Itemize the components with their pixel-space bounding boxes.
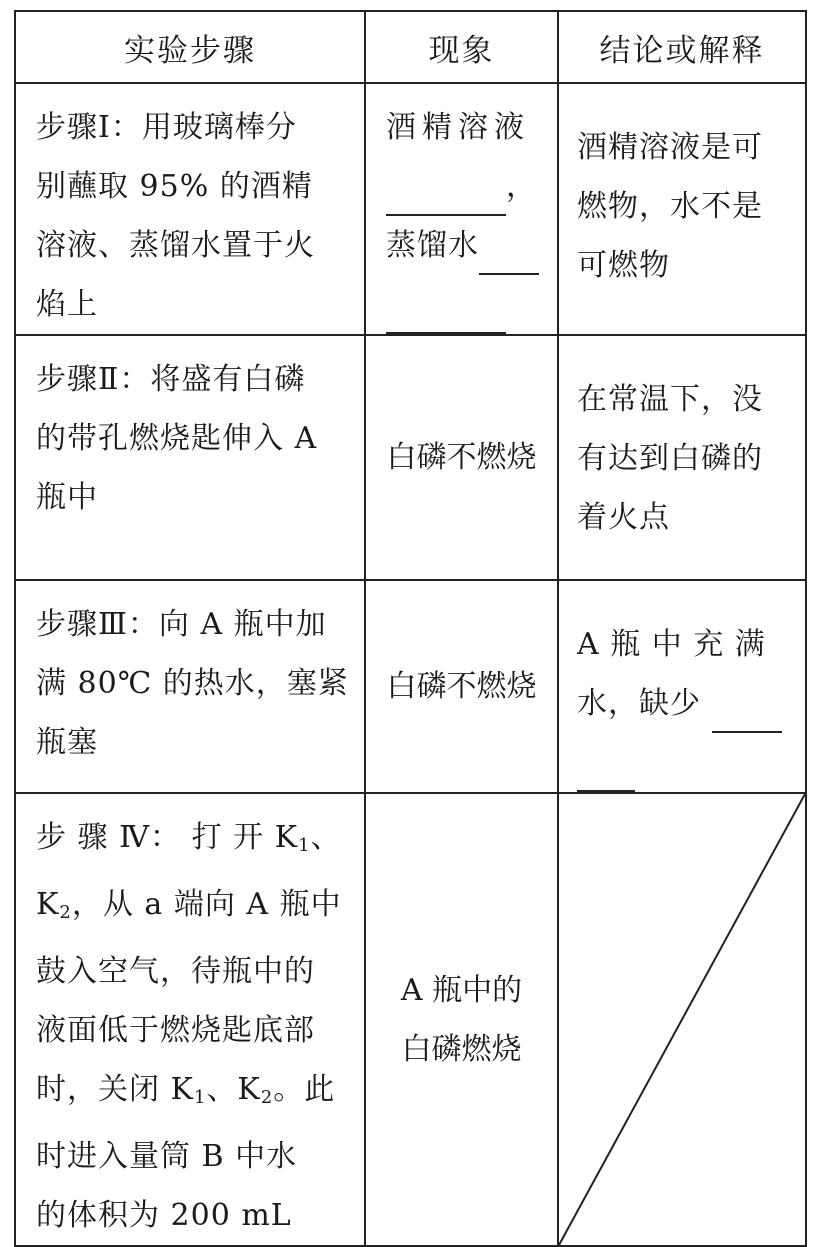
step-1-text <box>15 83 365 335</box>
conclusion-3-label: 水，缺少 <box>577 686 701 721</box>
conclusion-2 <box>558 335 806 580</box>
conclusion-1-line: 燃物，水不是 <box>577 189 763 224</box>
step-4-text-part: 时，关闭 K <box>36 1072 194 1107</box>
step-3-line: 满 80℃ 的热水，塞紧 <box>36 666 349 701</box>
step-4-line: 鼓入空气，待瓶中的 <box>36 954 315 989</box>
step-2-text <box>15 335 365 580</box>
header-conclusion: 结论或解释 <box>558 11 806 83</box>
answer-blank[interactable] <box>479 235 539 275</box>
conclusion-3-line2 <box>577 674 795 733</box>
answer-blank[interactable] <box>577 752 635 792</box>
phenomenon-4 <box>365 793 558 1246</box>
step-4-text <box>15 793 365 1246</box>
step-2-line: 瓶中 <box>36 480 98 515</box>
phenomenon-1-line3 <box>386 216 543 275</box>
experiment-table <box>14 10 805 1233</box>
step-4-text-part: 、 <box>310 820 342 855</box>
conclusion-3-line1: A 瓶 中 充 满 <box>577 627 766 662</box>
step-1-line: 步骤Ⅰ：用玻璃棒分 <box>36 110 297 145</box>
step-1-line: 溶液、蒸馏水置于火 <box>36 228 315 263</box>
conclusion-2-line: 在常温下，没 <box>577 382 763 417</box>
phenomenon-1-line1: 酒精溶液 <box>386 110 530 145</box>
conclusion-1 <box>558 83 806 335</box>
conclusion-2-line: 着火点 <box>577 500 670 535</box>
conclusion-3-line3 <box>577 733 795 792</box>
header-row <box>15 11 806 83</box>
phenomenon-1-line4 <box>386 275 543 334</box>
header-phenomenon: 现象 <box>365 11 558 83</box>
subscript: 1 <box>298 835 311 856</box>
answer-blank[interactable] <box>386 294 506 334</box>
row-step-3 <box>15 580 806 793</box>
step-2-line: 的带孔燃烧匙伸入 A <box>36 421 318 456</box>
phenomenon-1-label: 蒸馏水 <box>386 228 479 263</box>
conclusion-4-empty <box>558 793 806 1246</box>
answer-blank[interactable] <box>712 693 782 733</box>
step-4-line: 液面低于燃烧匙底部 <box>36 1013 315 1048</box>
phenomenon-1 <box>365 83 558 335</box>
step-4-text-part: 。此 <box>273 1072 336 1107</box>
step-4-line <box>36 1060 350 1127</box>
subscript: 2 <box>59 902 72 923</box>
step-4-text-part: 、K <box>206 1072 261 1107</box>
step-4-line: 的体积为 200 mL <box>36 1198 292 1233</box>
diagonal-line <box>559 794 805 1245</box>
row-step-2 <box>15 335 806 580</box>
phenomenon-1-line2 <box>386 157 543 216</box>
step-4-line <box>36 808 350 875</box>
subscript: 1 <box>193 1087 207 1108</box>
step-1-line: 焰上 <box>36 287 98 322</box>
answer-blank[interactable] <box>386 176 506 216</box>
step-2-line: 步骤Ⅱ：将盛有白磷 <box>36 362 306 397</box>
step-4-text-part: K <box>36 887 60 922</box>
phenomenon-3: 白磷不燃烧 <box>365 580 558 793</box>
row-step-1 <box>15 83 806 335</box>
step-4-text-part: ，从 a 端向 A 瓶中 <box>71 887 342 922</box>
conclusion-1-line: 可燃物 <box>577 248 670 283</box>
row-step-4 <box>15 793 806 1246</box>
phenomenon-4-line: A 瓶中的 <box>400 972 523 1008</box>
step-4-text-part: 步 骤 Ⅳ： 打 开 K <box>36 820 299 855</box>
conclusion-2-line: 有达到白磷的 <box>577 441 763 476</box>
step-4-line: 时进入量筒 B 中水 <box>36 1139 298 1174</box>
conclusion-3 <box>558 580 806 793</box>
header-steps: 实验步骤 <box>15 11 365 83</box>
phenomenon-4-line: 白磷燃烧 <box>401 1031 522 1067</box>
phenomenon-2: 白磷不燃烧 <box>365 335 558 580</box>
step-4-line <box>36 875 350 942</box>
step-3-line: 步骤Ⅲ：向 A 瓶中加 <box>36 607 327 642</box>
comma: ， <box>506 169 537 204</box>
step-3-text <box>15 580 365 793</box>
subscript: 2 <box>260 1087 274 1108</box>
conclusion-1-line: 酒精溶液是可 <box>577 130 763 165</box>
step-1-line: 别蘸取 95% 的酒精 <box>36 169 313 204</box>
step-3-line: 瓶塞 <box>36 725 98 760</box>
